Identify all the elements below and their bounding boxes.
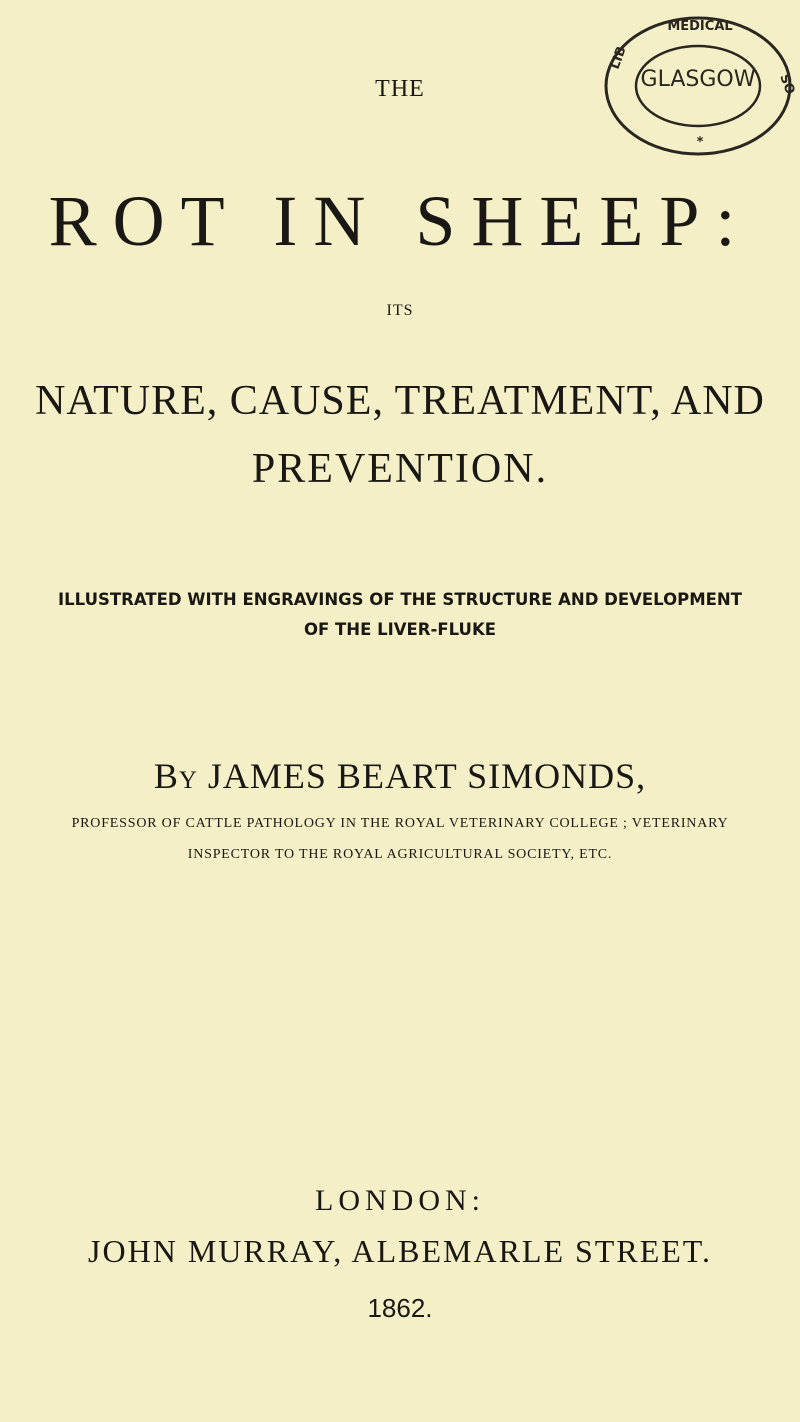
svg-text:MEDICAL: MEDICAL — [667, 19, 733, 34]
author-name: JAMES BEART SIMONDS, — [207, 756, 647, 796]
byline-prefix: By — [153, 756, 198, 796]
svg-text:LIB: LIB — [607, 44, 630, 72]
subtitle-line-1: NATURE, CAUSE, TREATMENT, AND — [35, 378, 765, 424]
illustration-note-line-2: OF THE LIVER-FLUKE — [303, 620, 497, 639]
book-title: ROT IN SHEEP: — [48, 181, 752, 261]
author-byline — [0, 755, 800, 797]
library-stamp-icon — [590, 6, 800, 166]
imprint-year: 1862. — [367, 1293, 433, 1323]
title-connector: ITS — [386, 302, 414, 319]
author-affiliation-line-2: INSPECTOR TO THE ROYAL AGRICULTURAL SOCIETY, ETC. — [187, 847, 613, 862]
svg-text:SO: SO — [776, 72, 798, 97]
svg-text:*: * — [696, 135, 704, 150]
imprint-publisher: JOHN MURRAY, ALBEMARLE STREET. — [88, 1233, 712, 1269]
stamp-center-text: GLASGOW — [640, 67, 756, 92]
illustration-note-line-1: ILLUSTRATED WITH ENGRAVINGS OF THE STRUCTURE AND DEVELOPMENT — [58, 590, 742, 609]
title-prefix: THE — [375, 76, 425, 102]
imprint-city: LONDON: — [315, 1184, 485, 1217]
subtitle-line-2: PREVENTION. — [251, 446, 549, 492]
author-affiliation-line-1: PROFESSOR OF CATTLE PATHOLOGY IN THE ROYAL VETERINARY COLLEGE ; VETERINARY — [71, 816, 729, 831]
